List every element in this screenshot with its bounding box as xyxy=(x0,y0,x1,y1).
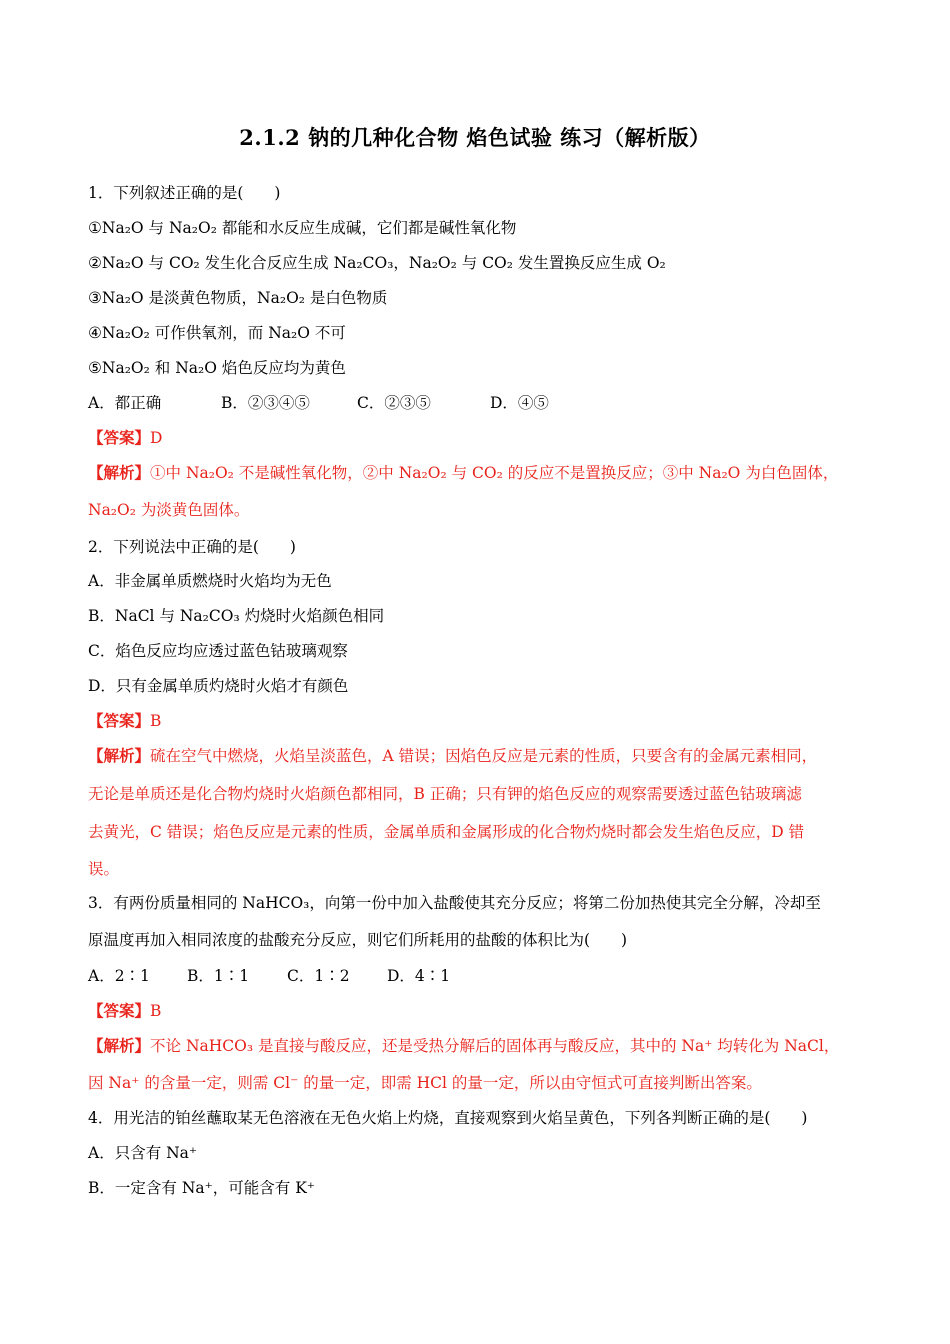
q2-option-b: B．NaCl 与 Na₂CO₃ 灼烧时火焰颜色相同 xyxy=(88,607,385,625)
q2-answer xyxy=(88,711,161,731)
q3-option-c: C．1∶2 xyxy=(287,967,350,985)
page-title: 2.1.2 钠的几种化合物 焰色试验 练习（解析版） xyxy=(239,125,711,150)
q3-analysis-line-1 xyxy=(88,1036,839,1056)
q1-statement-2: ②Na₂O 与 CO₂ 发生化合反应生成 Na₂CO₃，Na₂O₂ 与 CO₂ 发生置换反应生成 O₂ xyxy=(88,254,666,272)
q3-options xyxy=(88,966,450,986)
analysis-tag: 【解析】 xyxy=(88,1036,151,1055)
q1-option-d: D．④⑤ xyxy=(490,394,549,412)
q2-analysis-line-2: 无论是单质还是化合物灼烧时火焰颜色都相同，B 正确；只有钾的焰色反应的观察需要透过蓝色钴玻璃滤 xyxy=(88,785,802,803)
q1-option-c: C．②③⑤ xyxy=(357,394,431,412)
q3-analysis-line-2: 因 Na⁺ 的含量一定，则需 Cl⁻ 的量一定，即需 HCl 的量一定，所以由守恒式可直接判断出答案。 xyxy=(88,1074,762,1092)
analysis-tag: 【解析】 xyxy=(88,463,151,482)
q2-option-a: A．非金属单质燃烧时火焰均为无色 xyxy=(88,572,332,590)
q1-option-b: B．②③④⑤ xyxy=(221,394,310,412)
q3-option-d: D．4∶1 xyxy=(387,967,451,985)
q1-option-a: A．都正确 xyxy=(88,394,162,412)
analysis-tag: 【解析】 xyxy=(88,746,151,765)
q1-statement-5: ⑤Na₂O₂ 和 Na₂O 焰色反应均为黄色 xyxy=(88,359,346,377)
question-1-stem: 1．下列叙述正确的是( ) xyxy=(88,184,281,202)
q2-analysis-line-4: 误。 xyxy=(88,860,120,878)
q1-options xyxy=(88,393,549,413)
q1-statement-3: ③Na₂O 是淡黄色物质，Na₂O₂ 是白色物质 xyxy=(88,289,388,307)
q4-option-a: A．只含有 Na⁺ xyxy=(88,1144,198,1162)
q1-statement-4: ④Na₂O₂ 可作供氧剂，而 Na₂O 不可 xyxy=(88,324,346,342)
q2-analysis-line-3: 去黄光，C 错误；焰色反应是元素的性质，金属单质和金属形成的化合物灼烧时都会发生焰色反应，D 错 xyxy=(88,823,805,841)
analysis-text: 硫在空气中燃烧，火焰呈淡蓝色，A 错误；因焰色反应是元素的性质，只要含有的金属元素相同， xyxy=(150,747,818,765)
question-3-stem-line-1: 3．有两份质量相同的 NaHCO₃，向第一份中加入盐酸使其充分反应；将第二份加热使其完全分解，冷却至 xyxy=(88,894,821,912)
question-4-stem: 4．用光洁的铂丝蘸取某无色溶液在无色火焰上灼烧，直接观察到火焰呈黄色，下列各判断正确的是( ) xyxy=(88,1109,808,1127)
question-2-stem: 2．下列说法中正确的是( ) xyxy=(88,538,296,556)
analysis-text: ①中 Na₂O₂ 不是碱性氧化物，②中 Na₂O₂ 与 CO₂ 的反应不是置换反应；③中 Na₂O 为白色固体， xyxy=(150,464,839,482)
q3-option-b: B．1∶1 xyxy=(187,967,250,985)
answer-tag: 【答案】 xyxy=(88,711,151,730)
q4-option-b: B．一定含有 Na⁺，可能含有 K⁺ xyxy=(88,1179,315,1197)
q3-option-a: A．2∶1 xyxy=(88,967,150,985)
q3-answer xyxy=(88,1001,161,1021)
q1-statement-1: ①Na₂O 与 Na₂O₂ 都能和水反应生成碱，它们都是碱性氧化物 xyxy=(88,219,517,237)
q1-analysis-line-1 xyxy=(88,463,838,483)
answer-tag: 【答案】 xyxy=(88,1001,151,1020)
question-3-stem-line-2: 原温度再加入相同浓度的盐酸充分反应，则它们所耗用的盐酸的体积比为( ) xyxy=(88,931,628,949)
q2-option-d: D．只有金属单质灼烧时火焰才有颜色 xyxy=(88,677,349,695)
analysis-text: 不论 NaHCO₃ 是直接与酸反应，还是受热分解后的固体再与酸反应，其中的 Na⁺ 均转化为 NaCl， xyxy=(150,1037,840,1055)
answer-value: D xyxy=(150,429,163,447)
q2-analysis-line-1 xyxy=(88,746,817,766)
q2-option-c: C．焰色反应均应透过蓝色钴玻璃观察 xyxy=(88,642,348,660)
q1-analysis-line-2: Na₂O₂ 为淡黄色固体。 xyxy=(88,501,250,519)
answer-value: B xyxy=(150,712,162,730)
answer-value: B xyxy=(150,1002,162,1020)
q1-answer xyxy=(88,428,162,448)
answer-tag: 【答案】 xyxy=(88,428,151,447)
